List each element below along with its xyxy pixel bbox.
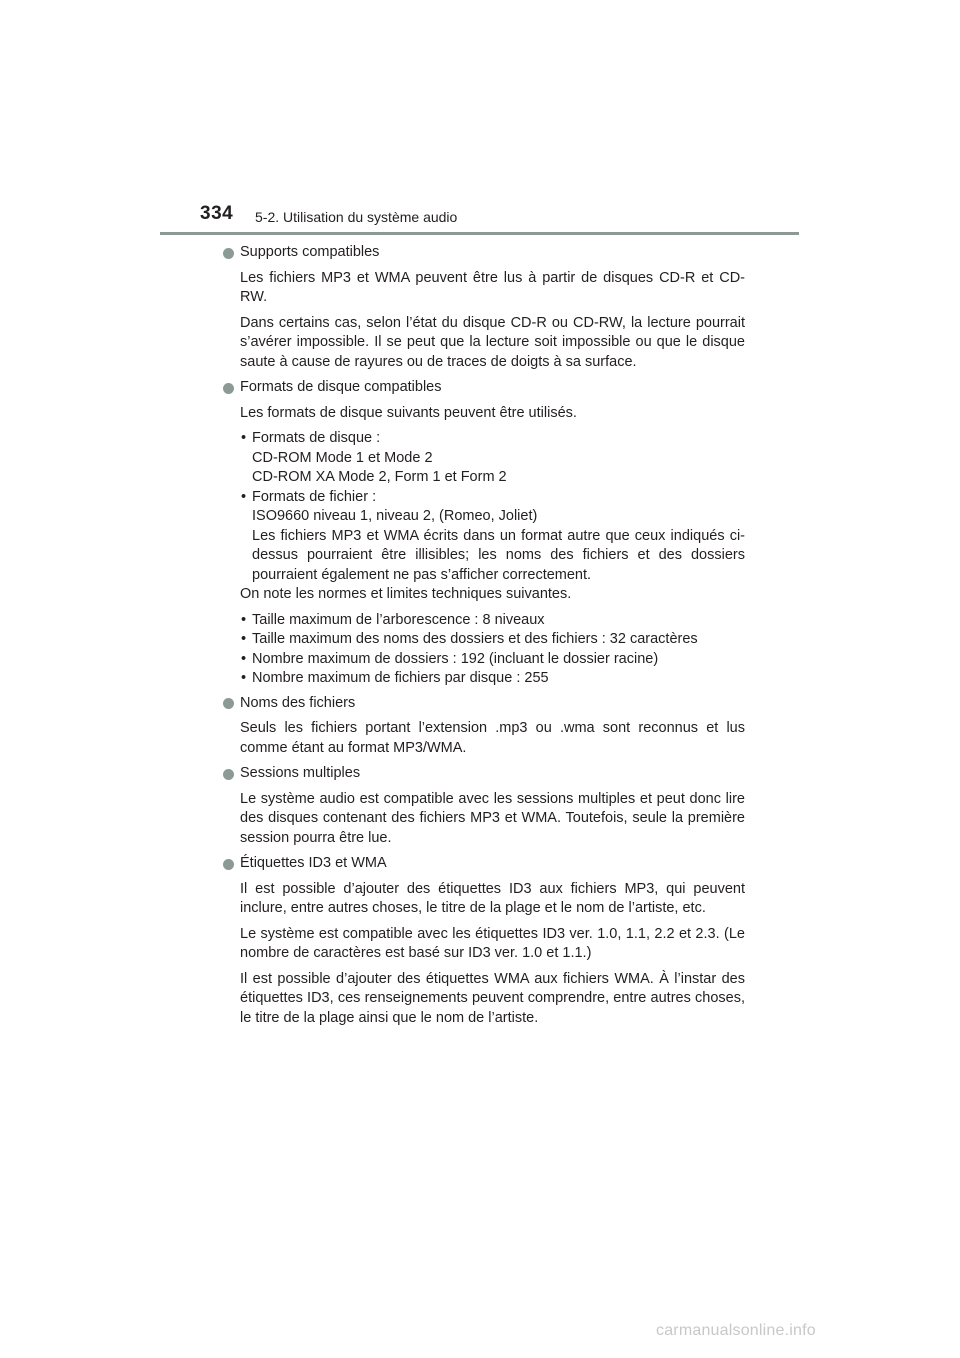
paragraph: Le système audio est compatible avec les sessions multiples et peut donc lire des disques contenant des fichiers MP3 et WMA. Toutefois, seule la première session pourra être lue.	[240, 790, 745, 846]
list-item	[223, 429, 745, 488]
bullet-dot-icon	[223, 859, 234, 870]
list-item-text: Taille maximum des noms des dossiers et des fichiers : 32 caractères	[252, 631, 698, 647]
header-rule	[160, 232, 799, 235]
heading-text: Sessions multiples	[240, 765, 361, 781]
heading-supports	[223, 243, 745, 263]
watermark-text: carmanualsonline.info	[656, 1322, 816, 1339]
paragraph: Le système est compatible avec les étiquettes ID3 ver. 1.0, 1.1, 2.2 et 2.3. (Le nombre de caractères est basé sur ID3 ver. 1.0 et 1.1.)	[240, 925, 745, 961]
bullet-dot-icon	[223, 698, 234, 709]
heading-formats	[223, 378, 745, 398]
page-content	[223, 243, 745, 1028]
bullet-dot-icon	[223, 769, 234, 780]
list-item	[223, 650, 745, 670]
list-item-label: Formats de fichier :	[252, 488, 377, 505]
heading-tags	[223, 854, 745, 874]
heading-text: Étiquettes ID3 et WMA	[240, 855, 387, 871]
paragraph: On note les normes et limites techniques suivantes.	[240, 586, 572, 602]
heading-file-names	[223, 694, 745, 714]
paragraph: Il est possible d’ajouter des étiquettes WMA aux fichiers WMA. À l’instar des étiquettes ID3, ces renseignements peuvent comprendre, entre autres choses, le titre de la plage ainsi que le nom de l’artiste.	[240, 970, 745, 1026]
list-item-detail: CD-ROM XA Mode 2, Form 1 et Form 2	[252, 469, 507, 485]
limits-list	[223, 611, 745, 689]
list-item	[223, 611, 745, 631]
page-number: 334	[200, 203, 234, 224]
list-item-detail: Les fichiers MP3 et WMA écrits dans un format autre que ceux indiqués ci-dessus pourraient être illisibles; les noms des fichiers et des dossiers pourraient également ne pas s’afficher correctement.	[252, 527, 745, 583]
paragraph: Seuls les fichiers portant l’extension .mp3 ou .wma sont reconnus et lus comme étant au format MP3/WMA.	[240, 720, 745, 756]
heading-multisession	[223, 764, 745, 784]
list-item	[223, 669, 745, 689]
section-title: 5-2. Utilisation du système audio	[255, 209, 458, 225]
heading-text: Formats de disque compatibles	[240, 379, 442, 395]
list-marker: •	[241, 631, 247, 647]
list-item-label: Formats de disque :	[252, 430, 381, 446]
paragraph: Les fichiers MP3 et WMA peuvent être lus à partir de disques CD-R et CD-RW.	[240, 269, 745, 305]
paragraph: Les formats de disque suivants peuvent être utilisés.	[240, 404, 577, 421]
bullet-dot-icon	[223, 248, 234, 259]
heading-text: Noms des fichiers	[240, 694, 356, 711]
list-item-detail: ISO9660 niveau 1, niveau 2, (Romeo, Joliet)	[252, 508, 538, 524]
heading-text: Supports compatibles	[240, 244, 380, 260]
list-item-detail: CD-ROM Mode 1 et Mode 2	[252, 449, 433, 466]
bullet-dot-icon	[223, 383, 234, 394]
list-item-text: Taille maximum de l’arborescence : 8 niveaux	[252, 611, 545, 628]
list-item	[223, 630, 745, 650]
list-marker: •	[241, 611, 247, 628]
list-marker: •	[241, 670, 247, 686]
list-item-text: Nombre maximum de dossiers : 192 (incluant le dossier racine)	[252, 650, 659, 667]
format-list	[223, 429, 745, 585]
list-item	[223, 488, 745, 586]
paragraph: Dans certains cas, selon l’état du disque CD-R ou CD-RW, la lecture pourrait s’avérer impossible. Il se peut que la lecture soit impossible ou que le disque saute à cause de rayures ou de traces de doigts à sa surface.	[240, 314, 745, 370]
paragraph: Il est possible d’ajouter des étiquettes ID3 aux fichiers MP3, qui peuvent inclure, entre autres choses, le titre de la plage et le nom de l’artiste, etc.	[240, 880, 745, 916]
list-item-text: Nombre maximum de fichiers par disque : 255	[252, 670, 549, 686]
list-marker: •	[241, 488, 247, 505]
list-marker: •	[241, 650, 247, 667]
list-marker: •	[241, 430, 247, 446]
